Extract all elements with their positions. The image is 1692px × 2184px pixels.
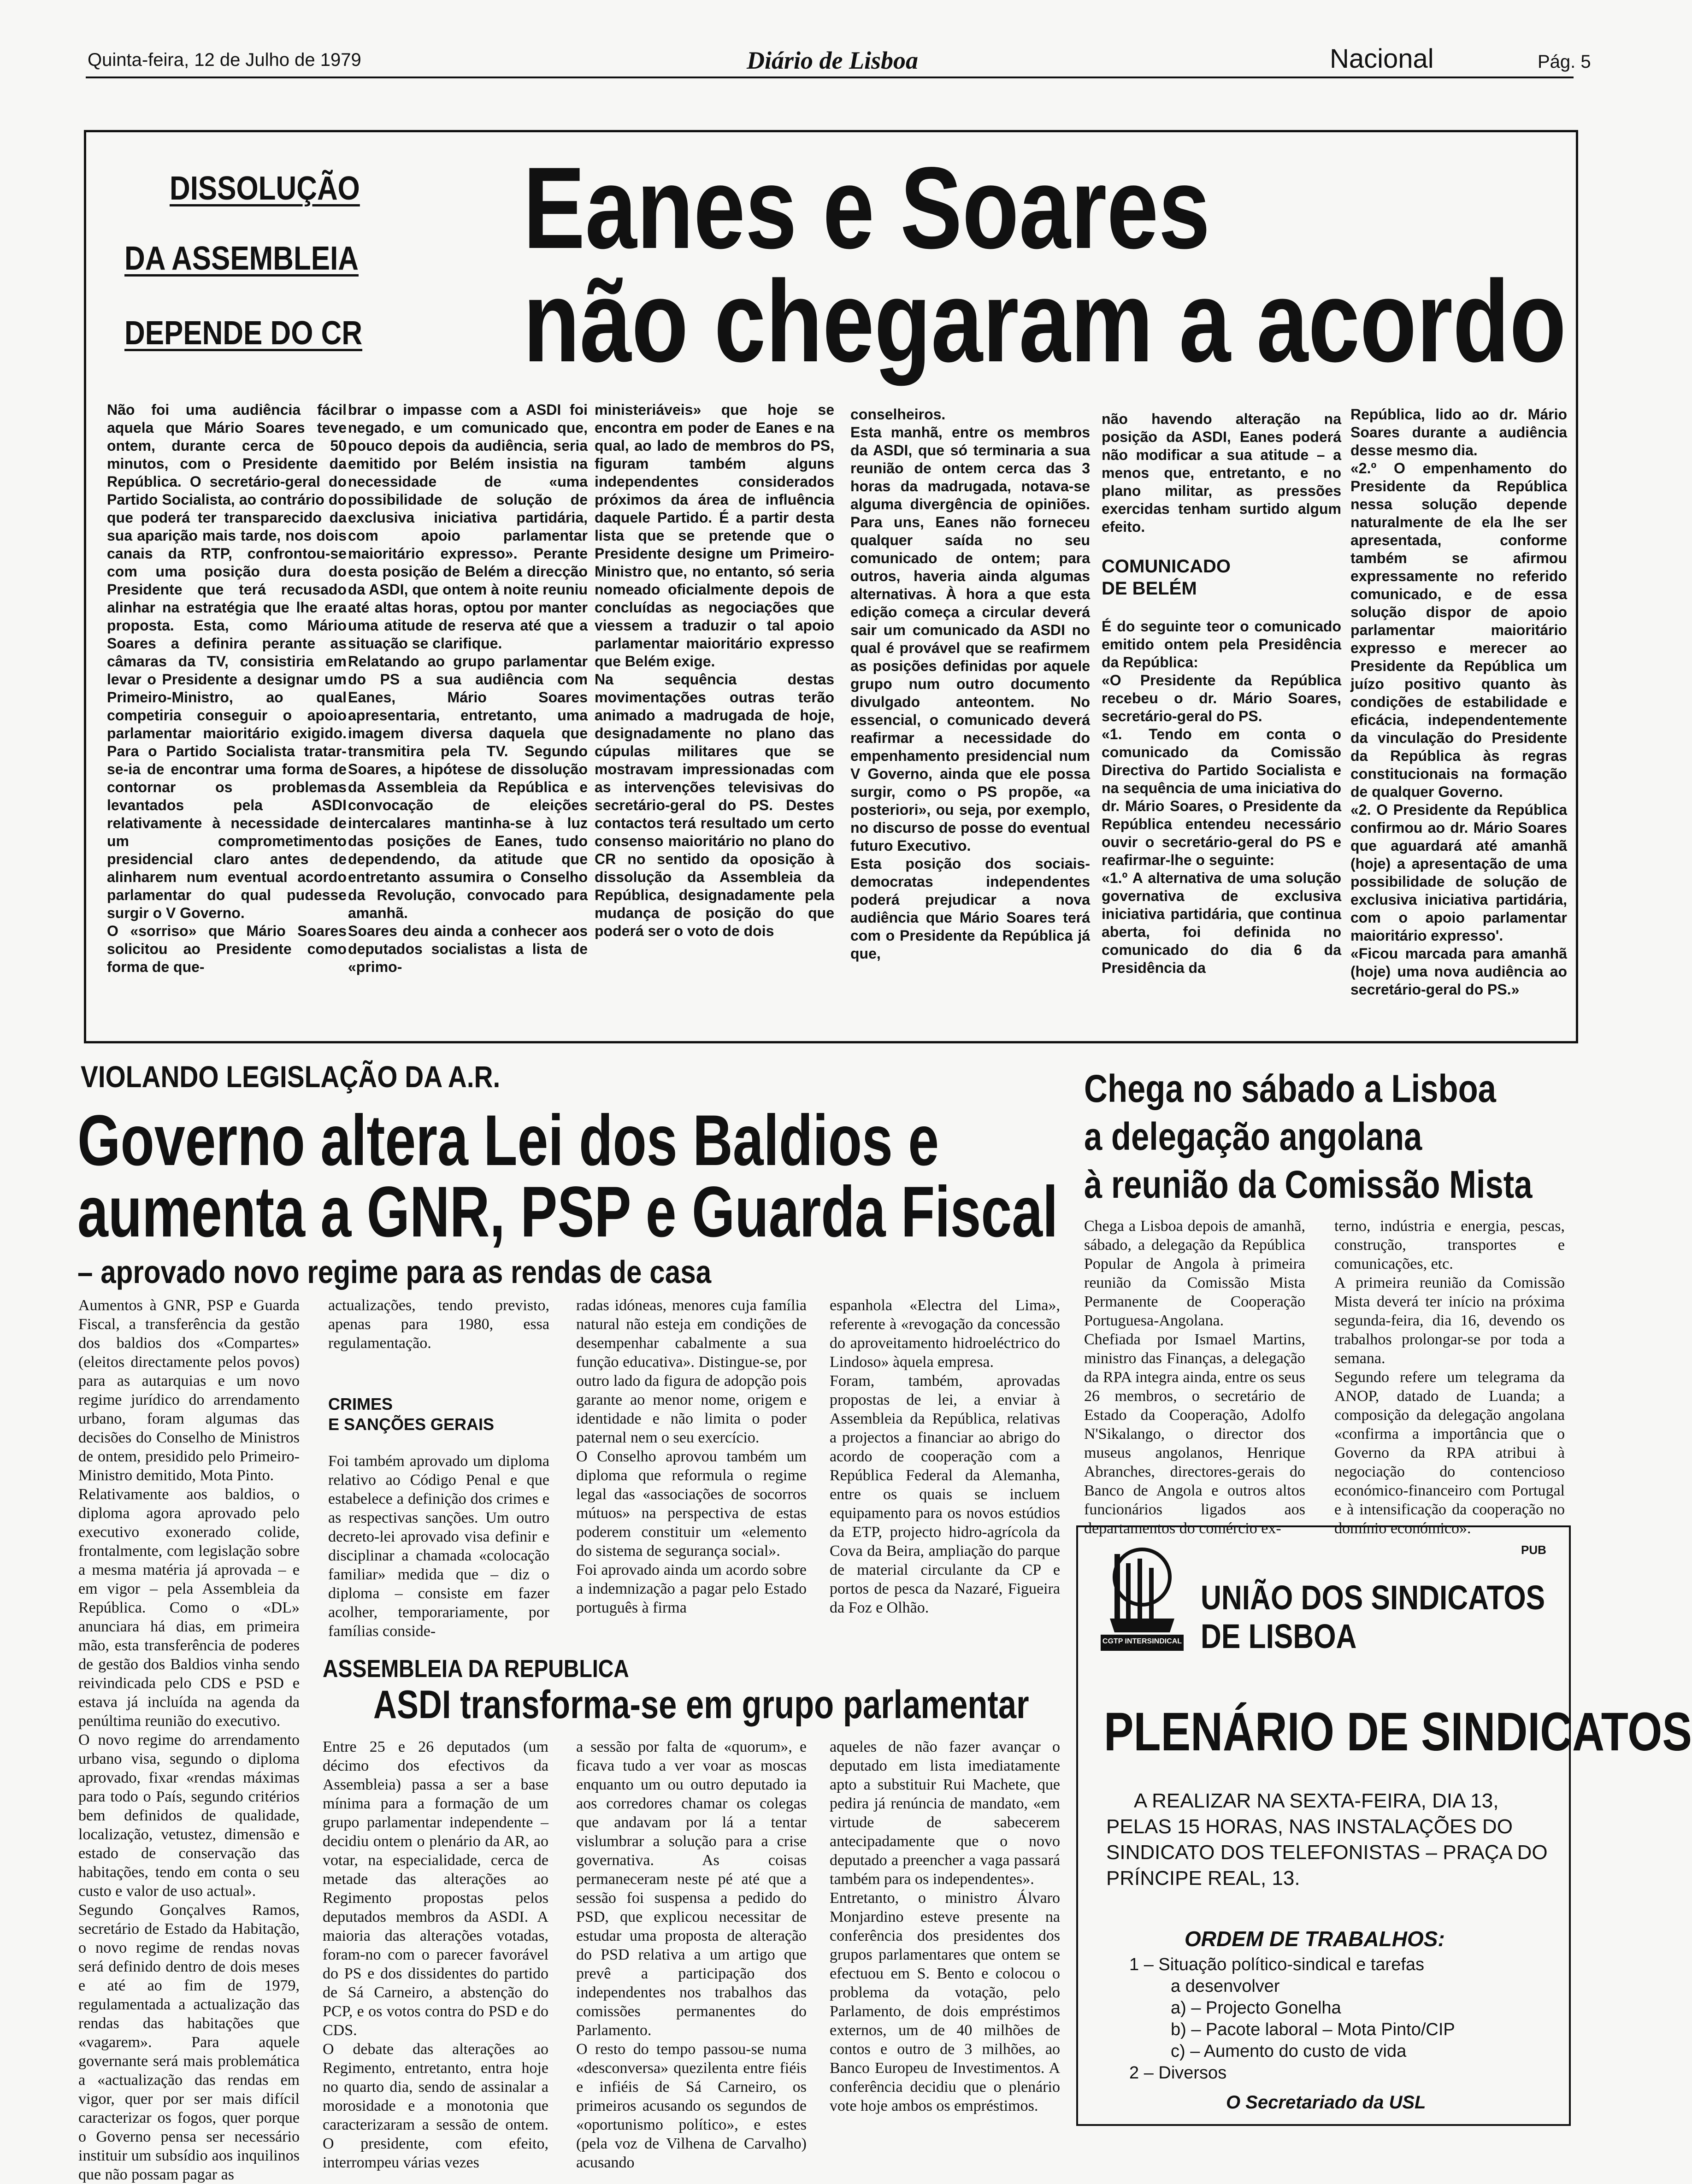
baldios-subhead bbox=[328, 1394, 494, 1435]
ad-agenda-item: a) – Projecto Gonelha bbox=[1171, 1998, 1341, 2018]
ad-organisation-line: UNIÃO DOS SINDICATOS bbox=[1201, 1578, 1545, 1617]
angola-headline bbox=[1084, 1065, 1532, 1208]
ad-agenda bbox=[1129, 1954, 1455, 2084]
lead-kicker-line: DISSOLUÇÃO bbox=[170, 170, 360, 207]
section-name: Nacional bbox=[1330, 44, 1434, 74]
ad-agenda-item: 2 – Diversos bbox=[1129, 2063, 1227, 2083]
baldios-subhead-line: CRIMES bbox=[328, 1395, 393, 1413]
angola-headline-line: a delegação angolana bbox=[1084, 1115, 1422, 1158]
union-logo-text: CGTP INTERSINDICAL bbox=[1102, 1637, 1182, 1645]
ad-body: A REALIZAR NA SEXTA-FEIRA, DIA 13, PELAS 15 HORAS, NAS INSTALAÇÕES DO SINDICATO DOS TELEFONISTAS – PRAÇA DO PRÍNCIPE REAL, 13. bbox=[1106, 1790, 1548, 1890]
angola-headline-line: à reunião da Comissão Mista bbox=[1084, 1163, 1533, 1206]
lead-subhead bbox=[1102, 555, 1231, 600]
angola-headline-line: Chega no sábado a Lisboa bbox=[1084, 1067, 1496, 1110]
baldios-headline: aumenta a GNR, PSP e Guarda Fiscal bbox=[77, 1172, 1058, 1252]
asdi-column: aqueles de não fazer avançar o deputado em lista imediatamente apto a substituir Rui Machete, que pedira já renúncia de mandato, «em virtude de sabecerem antecipadamente que o novo deputado a preencher a vaga passará também para os independentes». Entretanto, o ministro Álvaro Monjardino esteve presente na conferência dos presidentes dos grupos parlamentares que ontem se efectuou em S. Bento e colocou o problema da votação, pelo Parlamento, de dois empréstimos externos, um de 40 milhões de contos e outro de 3 milhões, ao Banco Europeu de Investimentos. A conferência decidiu que o plenário vote hoje ambos os empréstimos. bbox=[830, 1738, 1060, 2114]
lead-column: brar o impasse com a ASDI foi negado, e um comunicado que, pouco depois da audiência, seria emitido por Belém insistia na necessidade de «uma possibilidade de solução de exclusiva iniciativa partidária, com apoio parlamentar maioritário expresso». Perante esta posição de Belém a direcção da ASDI, que ontem à noite reuniu até altas horas, optou por manter uma atitude de reserva até que a situação se clarifique. Relatando ao grupo parlamentar do PS a sua audiência com Eanes, Mário Soares apresentaria, entretanto, uma imagem diversa daquela que transmitira pela TV. Segundo Soares, a hipótese de dissolução da Assembleia da República e convocação de eleições intercalares mantinha-se à luz das posições de Eanes, tudo dependendo, da atitude que entretanto assumira o Conselho da Revolução, convocado para amanhã. Soares deu ainda a conhecer aos deputados socialistas a lista de «primo- bbox=[348, 401, 588, 975]
angola-column: terno, indústria e energia, pescas, construção, transportes e comunicações, etc. A primeira reunião da Comissão Mista deverá ter início na próxima segunda-feira, dia 16, devendo os trabalhos prolongar-se por toda a semana. Segundo refere um telegrama da ANOP, datado de Luanda; a composição da delegação angolana «confirma a importância que o Governo da RPA atribui à negociação do contencioso económico-financeiro com Portugal e à intensificação da cooperação no domínio económico». bbox=[1334, 1218, 1565, 1537]
lead-headline: não chegaram a acordo bbox=[523, 257, 1567, 386]
ad-agenda-item: c) – Aumento do custo de vida bbox=[1171, 2042, 1407, 2061]
baldios-column: espanhola «Electra del Lima», referente à «revogação da concessão do aproveitamento hidroeléctrico do Lindoso» àquela empresa. Foram, também, aprovadas propostas de lei, a enviar à Assembleia da República, relativas a projectos a financiar ao abrigo do acordo de cooperação com a República Federal da Alemanha, entre os quais se incluem equipamento para os novos estúdios da ETP, projecto hidro-agrícola da Cova da Beira, ampliação do parque de material circulante da CP e portos de pesca da Nazaré, Figueira da Foz e Olhão. bbox=[830, 1297, 1060, 1616]
header-rule bbox=[86, 77, 1574, 78]
union-logo bbox=[1101, 1545, 1184, 1651]
lead-kicker-line: DEPENDE DO CR bbox=[124, 315, 363, 352]
lead-column: República, lido ao dr. Mário Soares durante a audiência desse mesmo dia. «2.º O empenhamento do Presidente da República nessa solução depende naturalmente de ela lhe ser apresentada, conforme também se afirmou expressamente no referido comunicado, e de essa solução dispor de apoio parlamentar maioritário expresso e merecer ao Presidente da República um juízo positivo quanto às condições de estabilidade e eficácia, independentemente da vinculação do Presidente da República às regras constitucionais na formação de qualquer Governo. «2. O Presidente da República confirmou ao dr. Mário Soares que aguardará até amanhã (hoje) a apresentação de uma possibilidade de solução de exclusiva iniciativa partidária, com o apoio parlamentar maioritário expresso'. «Ficou marcada para amanhã (hoje) uma nova audiência ao secretário-geral do PS.» bbox=[1350, 406, 1567, 998]
ad-organisation bbox=[1201, 1578, 1545, 1656]
ad-tag: PUB bbox=[1521, 1543, 1546, 1557]
lead-headline: Eanes e Soares bbox=[523, 143, 1210, 273]
baldios-column: actualizações, tendo previsto, apenas para 1980, essa regulamentação. bbox=[328, 1297, 549, 1352]
ad-signature: O Secretariado da USL bbox=[1226, 2092, 1426, 2113]
lead-subhead-line: COMUNICADO bbox=[1102, 556, 1231, 577]
asdi-headline: ASDI transforma-se em grupo parlamentar bbox=[373, 1683, 1029, 1727]
masthead: Diário de Lisboa bbox=[747, 47, 918, 74]
page-number: Pág. 5 bbox=[1538, 52, 1591, 72]
lead-column: conselheiros. Esta manhã, entre os membros da ASDI, que só terminaria a sua reunião de ontem cerca das 3 horas da madrugada, notava-se alguma divergência de opiniões. Para uns, Eanes não forneceu qualquer saída no seu comunicado de ontem; para outros, haveria ainda algumas alternativas. À hora a que esta edição começa a circular deverá sair um comunicado da ASDI no qual é provável que se reafirmem as posições definidas por aquele grupo num outro documento divulgado anteontem. No essencial, o comunicado deverá reafirmar a necessidade do empenhamento presidencial num V Governo, ainda que ele possa surgir, como o PS propõe, «a posteriori», ou seja, por exemplo, no discurso de posse do eventual futuro Executivo. Esta posição dos sociais-democratas independentes poderá prejudicar a nova audiência que Mário Soares terá com o Presidente da República já que, bbox=[850, 406, 1090, 962]
baldios-kicker: VIOLANDO LEGISLAÇÃO DA A.R. bbox=[81, 1060, 501, 1094]
angola-column: Chega a Lisboa depois de amanhã, sábado, a delegação da República Popular de Angola à primeira reunião da Comissão Mista Permanente de Cooperação Portuguesa-Angolana. Chefiada por Ismael Martins, ministro das Finanças, a delegação da RPA integra ainda, entre os seus 26 membros, o secretário de Estado da Cooperação, Adolfo N'Sikalango, o director dos museus angolanos, Henrique Abranches, directores-gerais do Banco de Angola e outros altos funcionários ligados aos departamentos do comércio ex- bbox=[1084, 1218, 1305, 1537]
ad-organisation-line: DE LISBOA bbox=[1201, 1617, 1357, 1655]
lead-communique: É do seguinte teor o comunicado emitido ontem pela Presidência da República: «O Presidente da República recebeu o dr. Mário Soares, secretário-geral do PS. «1. Tendo em conta o comunicado da Comissão Directiva do Partido Socialista e na sequência de uma iniciativa do dr. Mário Soares, o Presidente da República entendeu necessário ouvir o secretário-geral do PS e reafirmar-lhe o seguinte: «1.º A alternativa de uma solução governativa de exclusiva iniciativa partidária, que continua aberta, foi definida no comunicado do dia 6 da Presidência da bbox=[1102, 618, 1341, 976]
baldios-column: radas idóneas, menores cuja família natural não esteja em condições de desempenhar cabalmente a sua função educativa». Distingue-se, por outro lado da figura de adopção pois garante ao menor nome, origem e identidade e não limita o poder paternal nem o seu exercício. O Conselho aprovou também um diploma que reformula o regime legal das «associações de socorros mútuos» na perspectiva de estas poderem constituir um «elemento do sistema de segurança social». Foi aprovado ainda um acordo sobre a indemnização a pagar pelo Estado português à firma bbox=[576, 1297, 807, 1616]
union-logo-icon bbox=[1101, 1545, 1184, 1651]
lead-column: ministeriáveis» que hoje se encontra em poder de Eanes e na qual, ao lado de membros do PS, figuram também alguns independentes considerados próximos da área de influência daquele Partido. É a partir desta lista que se pretende que o Presidente designe um Primeiro-Ministro que, no entanto, só seria nomeado oficialmente depois de concluídas as negociações que viessem a traduzir o tal apoio parlamentar maioritário expresso que Belém exige. Na sequência destas movimentações outras terão animado a madrugada de hoje, designadamente no plano das cúpulas militares que se mostravam impressionadas com as intervenções televisivas do secretário-geral do PS. Destes contactos terá resultado um certo consenso maioritário no plano do CR no sentido da oposição à dissolução da Assembleia da República, designadamente pela mudança de posição do que poderá ser o voto de dois bbox=[595, 401, 834, 939]
baldios-deck: – aprovado novo regime para as rendas de casa bbox=[77, 1254, 712, 1290]
baldios-headline: Governo altera Lei dos Baldios e bbox=[77, 1101, 939, 1181]
ad-title: PLENÁRIO DE SINDICATOS bbox=[1104, 1701, 1692, 1762]
asdi-column: Entre 25 e 26 deputados (um décimo dos efectivos da Assembleia) passa a ser a base mínima para a formação de um grupo parlamentar independente – decidiu ontem o plenário da AR, ao votar, na especialidade, cerca de metade das alterações ao Regimento propostas pelos deputados membros da ASDI. A maioria das alterações votadas, foram-no com o parecer favorável do PS e dos dissidentes do partido de Sá Carneiro, a abstenção do PCP, e os votos contra do PSD e do CDS. O debate das alterações ao Regimento, entretanto, entra hoje no quarto dia, sendo de assinalar a morosidade e a monotonia que caracterizaram a sessão de ontem. O presidente, com efeito, interrompeu várias vezes bbox=[323, 1738, 548, 2171]
baldios-column: Aumentos à GNR, PSP e Guarda Fiscal, a transferência da gestão dos baldios dos «Compartes» (eleitos directamente pelos povos) para as autarquias e um novo regime jurídico do arrendamento urbano, foram algumas das decisões do Conselho de Ministros de ontem, presidido pelo Primeiro-Ministro demitido, Mota Pinto. Relativamente aos baldios, o diploma agora aprovado pelo executivo exonerado colide, frontalmente, com legislação sobre a mesma matéria já aprovada – e em vigor – pela Assembleia da República. Como o «DL» anunciara há dias, em primeira mão, esta transferência de poderes de gestão dos Baldios vinha sendo reivindicada pelo CDS e PSD e estava já incluída na agenda da penúltima reunião do executivo. O novo regime do arrendamento urbano visa, segundo o diploma aprovado, fixar «rendas máximas para todo o País, segundo critérios bem definidos de qualidade, localização, vetustez, dimensão e estado de conservação das habitações, tendo em conta o seu custo e valor de uso actual». Segundo Gonçalves Ramos, secretário de Estado da Habitação, o novo regime de rendas novas será definido dentro de dois meses e até ao fim de 1979, regulamentada a actualização das rendas das habitações que «vagarem». Para aquele governante será mais problemática a «actualização das rendas em vigor, quer por ser mais difícil caracterizar os fogos, quer porque o Governo pensa ser necessário instituir um subsídio aos inquilinos que não possam pagar as bbox=[78, 1297, 300, 2183]
lead-subhead-line: DE BELÉM bbox=[1102, 578, 1197, 599]
ad-agenda-item: 1 – Situação político-sindical e tarefas bbox=[1129, 1955, 1425, 1974]
lead-kicker-line: DA ASSEMBLEIA bbox=[124, 240, 359, 277]
baldios-subhead-line: E SANÇÕES GERAIS bbox=[328, 1415, 495, 1434]
baldios-column: Foi também aprovado um diploma relativo ao Código Penal e que estabelece a definição dos crimes e as respectivas sanções. Um outro decreto-lei aprovado visa definir e disciplinar a chamada «colocação familiar» medida que – diz o diploma – consiste em fazer acolher, temporariamente, por famílias conside- bbox=[328, 1453, 549, 1640]
ad-agenda-item: a desenvolver bbox=[1171, 1977, 1280, 1996]
lead-column: não havendo alteração na posição da ASDI, Eanes poderá não modificar a sua atitude – a menos que, entretanto, e no plano militar, as pressões exercidas tenham surtido algum efeito. bbox=[1102, 411, 1341, 535]
asdi-column: a sessão por falta de «quorum», e ficava tudo a ver voar as moscas enquanto um ou outro deputado ia aos corredores chamar os colegas que andavam por lá a tentar vislumbrar a solução para a crise governativa. As coisas permaneceram neste pé até que a sessão foi suspensa a pedido do PSD, que explicou necessitar de estudar uma proposta de alteração do PSD relativa a um artigo que prevê a participação dos independentes nos trabalhos das comissões permanentes do Parlamento. O resto do tempo passou-se numa «desconversa» quezilenta entre fiéis e infiéis de Sá Carneiro, os primeiros acusando os segundos de «oportunismo político», e estes (pela voz de Vilhena de Carvalho) acusando bbox=[576, 1738, 807, 2171]
lead-column: Não foi uma audiência fácil aquela que Mário Soares teve ontem, durante cerca de 50 minutos, com o Presidente da República. O secretário-geral do Partido Socialista, ao contrário do que poderá ter transparecido da sua aparição mais tarde, nos dois canais da RTP, confrontou-se com uma posição dura do Presidente que terá recusado alinhar na estratégia que lhe era proposta. Esta, como Mário Soares a definira perante as câmaras da TV, consistiria em levar o Presidente a designar um Primeiro-Ministro, ao qual competiria conseguir o apoio parlamentar maioritário exigido. Para o Partido Socialista tratar-se-ia de encontrar uma forma de contornar os problemas levantados pela ASDI relativamente à necessidade de um comprometimento presidencial claro antes de alinharem num eventual acordo parlamentar do qual pudesse surgir o V Governo. O «sorriso» que Mário Soares solicitou ao Presidente como forma de que- bbox=[107, 401, 347, 975]
header-date: Quinta-feira, 12 de Julho de 1979 bbox=[88, 50, 361, 70]
ad-agenda-item: b) – Pacote laboral – Mota Pinto/CIP bbox=[1171, 2020, 1455, 2039]
ad-agenda-title: ORDEM DE TRABALHOS: bbox=[1185, 1927, 1445, 1951]
asdi-kicker: ASSEMBLEIA DA REPUBLICA bbox=[323, 1655, 629, 1683]
